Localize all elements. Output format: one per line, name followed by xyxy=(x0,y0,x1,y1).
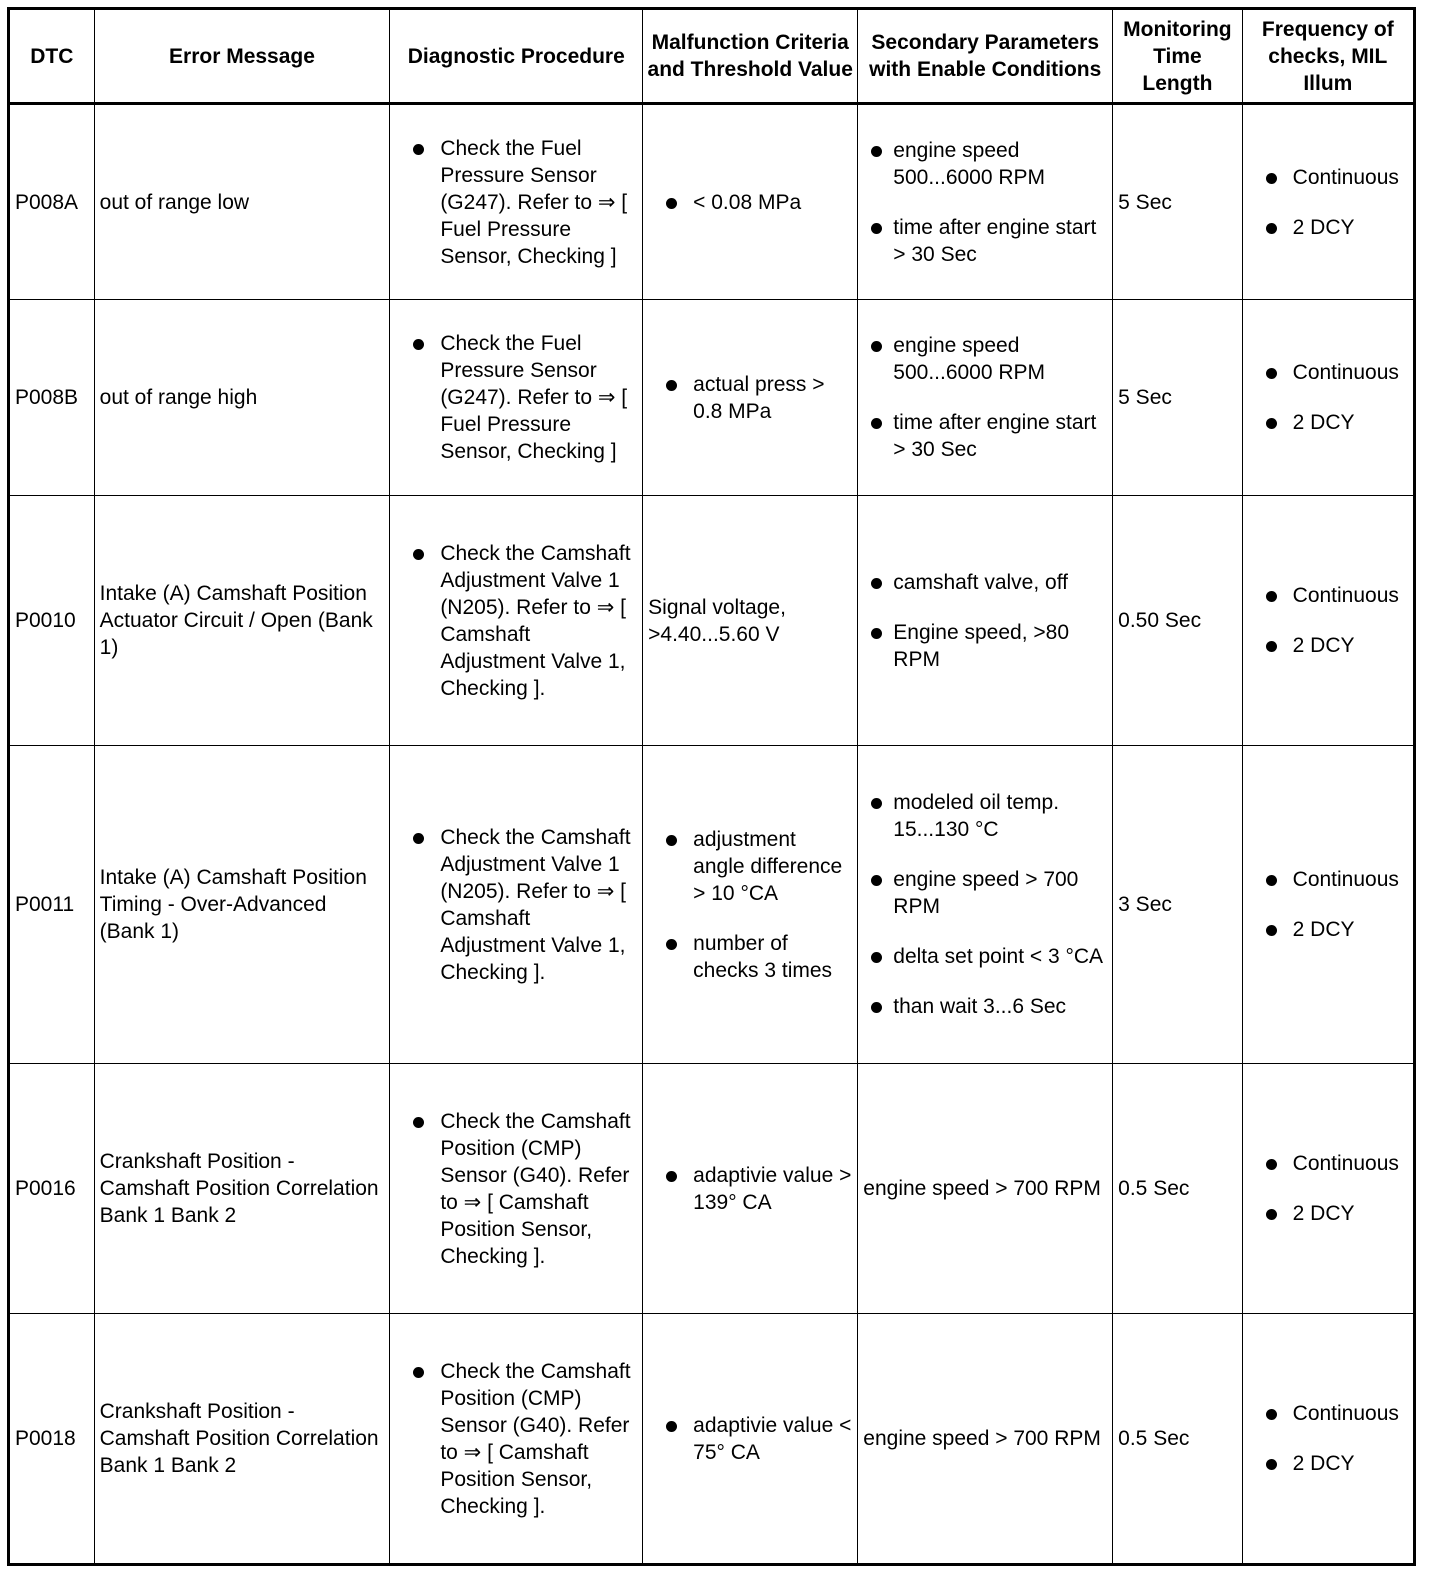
diagnostic-procedure-list xyxy=(395,1358,637,1520)
malfunction-criteria: Signal voltage, >4.40...5.60 V xyxy=(643,496,858,746)
diagnostic-procedure-list xyxy=(395,540,637,702)
error-message: Crankshaft Position - Camshaft Position Correlation Bank 1 Bank 2 xyxy=(94,1314,390,1565)
dtc-code: P0018 xyxy=(9,1314,95,1565)
diagnostic-procedure xyxy=(390,104,643,300)
bullet-item: < 0.08 MPa xyxy=(648,189,852,216)
secondary-parameters xyxy=(858,496,1113,746)
dtc-code: P0010 xyxy=(9,496,95,746)
header-frequency: Frequency of checks, MIL Illum xyxy=(1242,9,1414,104)
header-diagnostic-procedure: Diagnostic Procedure xyxy=(390,9,643,104)
malfunction-criteria xyxy=(643,300,858,496)
monitoring-time: 5 Sec xyxy=(1113,104,1242,300)
bullet-item: time after engine start > 30 Sec xyxy=(863,409,1107,463)
malfunction-criteria xyxy=(643,104,858,300)
bullet-item: adaptivie value < 75° CA xyxy=(648,1412,852,1466)
header-row xyxy=(9,9,1415,104)
diagnostic-procedure xyxy=(390,1314,643,1565)
error-message: out of range high xyxy=(94,300,390,496)
dtc-code: P0011 xyxy=(9,746,95,1064)
table-body xyxy=(9,104,1415,1565)
monitoring-time: 5 Sec xyxy=(1113,300,1242,496)
error-message: out of range low xyxy=(94,104,390,300)
bullet-item: Engine speed, >80 RPM xyxy=(863,619,1107,673)
error-message: Crankshaft Position - Camshaft Position Correlation Bank 1 Bank 2 xyxy=(94,1064,390,1314)
malfunction-criteria-list xyxy=(648,1162,852,1216)
dtc-code: P008B xyxy=(9,300,95,496)
bullet-item: Check the Fuel Pressure Sensor (G247). Refer to ⇒ [ Fuel Pressure Sensor, Checking ] xyxy=(395,330,637,465)
header-malfunction-criteria: Malfunction Criteria and Threshold Value xyxy=(643,9,858,104)
diagnostic-procedure xyxy=(390,300,643,496)
header-error-message: Error Message xyxy=(94,9,390,104)
bullet-item: than wait 3...6 Sec xyxy=(863,993,1107,1020)
frequency-checks xyxy=(1242,300,1414,496)
frequency-checks xyxy=(1242,496,1414,746)
bullet-item: Check the Fuel Pressure Sensor (G247). Refer to ⇒ [ Fuel Pressure Sensor, Checking ] xyxy=(395,135,637,270)
bullet-item: 2 DCY xyxy=(1248,916,1408,943)
bullet-item: adjustment angle difference > 10 °CA xyxy=(648,826,852,907)
diagnostic-procedure xyxy=(390,1064,643,1314)
diagnostic-procedure-list xyxy=(395,824,637,986)
diagnostic-procedure-list xyxy=(395,330,637,465)
dtc-code: P008A xyxy=(9,104,95,300)
monitoring-time: 3 Sec xyxy=(1113,746,1242,1064)
frequency-checks-list xyxy=(1248,1150,1408,1227)
header-secondary-parameters: Secondary Parameters with Enable Conditions xyxy=(858,9,1113,104)
bullet-item: Check the Camshaft Adjustment Valve 1 (N205). Refer to ⇒ [ Camshaft Adjustment Valve 1, Checking ]. xyxy=(395,540,637,702)
malfunction-criteria-list xyxy=(648,371,852,425)
bullet-item: 2 DCY xyxy=(1248,632,1408,659)
table-row xyxy=(9,496,1415,746)
frequency-checks xyxy=(1242,1314,1414,1565)
bullet-item: adaptivie value > 139° CA xyxy=(648,1162,852,1216)
bullet-item: 2 DCY xyxy=(1248,409,1408,436)
diagnostic-procedure xyxy=(390,496,643,746)
secondary-parameters-list xyxy=(863,569,1107,673)
bullet-item: engine speed > 700 RPM xyxy=(863,866,1107,920)
bullet-item: Continuous xyxy=(1248,359,1408,386)
dtc-table xyxy=(7,7,1416,1566)
diagnostic-procedure-list xyxy=(395,1108,637,1270)
bullet-item: 2 DCY xyxy=(1248,1450,1408,1477)
bullet-item: 2 DCY xyxy=(1248,1200,1408,1227)
malfunction-criteria-list xyxy=(648,1412,852,1466)
header-dtc: DTC xyxy=(9,9,95,104)
secondary-parameters-list xyxy=(863,332,1107,463)
diagnostic-procedure-list xyxy=(395,135,637,270)
bullet-item: Continuous xyxy=(1248,866,1408,893)
bullet-item: engine speed 500...6000 RPM xyxy=(863,137,1107,191)
malfunction-criteria-list xyxy=(648,189,852,216)
malfunction-criteria xyxy=(643,1064,858,1314)
bullet-item: actual press > 0.8 MPa xyxy=(648,371,852,425)
secondary-parameters: engine speed > 700 RPM xyxy=(858,1064,1113,1314)
bullet-item: time after engine start > 30 Sec xyxy=(863,214,1107,268)
monitoring-time: 0.5 Sec xyxy=(1113,1064,1242,1314)
table-row xyxy=(9,300,1415,496)
bullet-item: Check the Camshaft Adjustment Valve 1 (N205). Refer to ⇒ [ Camshaft Adjustment Valve 1, Checking ]. xyxy=(395,824,637,986)
malfunction-criteria xyxy=(643,1314,858,1565)
monitoring-time: 0.50 Sec xyxy=(1113,496,1242,746)
bullet-item: engine speed 500...6000 RPM xyxy=(863,332,1107,386)
frequency-checks-list xyxy=(1248,359,1408,436)
bullet-item: camshaft valve, off xyxy=(863,569,1107,596)
bullet-item: Continuous xyxy=(1248,582,1408,609)
frequency-checks-list xyxy=(1248,582,1408,659)
bullet-item: Continuous xyxy=(1248,1400,1408,1427)
bullet-item: Continuous xyxy=(1248,164,1408,191)
diagnostic-procedure xyxy=(390,746,643,1064)
frequency-checks-list xyxy=(1248,866,1408,943)
frequency-checks xyxy=(1242,104,1414,300)
bullet-item: number of checks 3 times xyxy=(648,930,852,984)
dtc-code: P0016 xyxy=(9,1064,95,1314)
secondary-parameters-list xyxy=(863,789,1107,1020)
monitoring-time: 0.5 Sec xyxy=(1113,1314,1242,1565)
header-monitoring-time: Monitoring Time Length xyxy=(1113,9,1242,104)
secondary-parameters xyxy=(858,300,1113,496)
table-row xyxy=(9,104,1415,300)
malfunction-criteria-list xyxy=(648,826,852,984)
error-message: Intake (A) Camshaft Position Timing - Over-Advanced (Bank 1) xyxy=(94,746,390,1064)
table-row xyxy=(9,1314,1415,1565)
bullet-item: Check the Camshaft Position (CMP) Sensor (G40). Refer to ⇒ [ Camshaft Position Sensor, Checking ]. xyxy=(395,1358,637,1520)
frequency-checks xyxy=(1242,1064,1414,1314)
bullet-item: 2 DCY xyxy=(1248,214,1408,241)
table-row xyxy=(9,1064,1415,1314)
secondary-parameters: engine speed > 700 RPM xyxy=(858,1314,1113,1565)
bullet-item: delta set point < 3 °CA xyxy=(863,943,1107,970)
secondary-parameters-list xyxy=(863,137,1107,268)
secondary-parameters xyxy=(858,104,1113,300)
secondary-parameters xyxy=(858,746,1113,1064)
frequency-checks xyxy=(1242,746,1414,1064)
bullet-item: Continuous xyxy=(1248,1150,1408,1177)
bullet-item: modeled oil temp. 15...130 °C xyxy=(863,789,1107,843)
frequency-checks-list xyxy=(1248,164,1408,241)
bullet-item: Check the Camshaft Position (CMP) Sensor (G40). Refer to ⇒ [ Camshaft Position Sensor, Checking ]. xyxy=(395,1108,637,1270)
frequency-checks-list xyxy=(1248,1400,1408,1477)
malfunction-criteria xyxy=(643,746,858,1064)
error-message: Intake (A) Camshaft Position Actuator Circuit / Open (Bank 1) xyxy=(94,496,390,746)
table-row xyxy=(9,746,1415,1064)
